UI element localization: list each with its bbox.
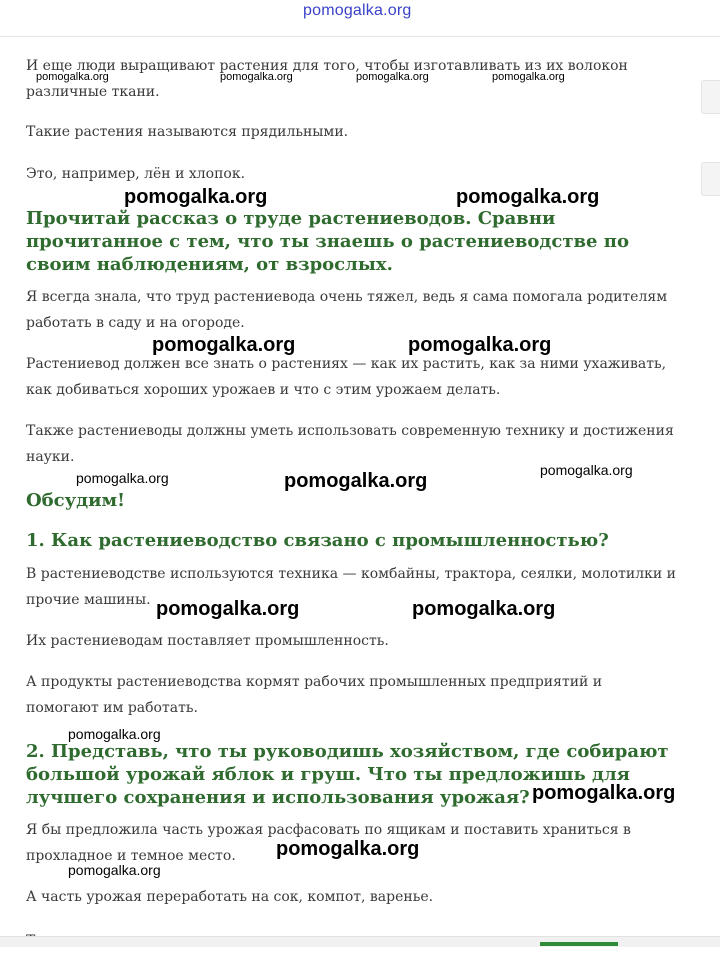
heading-question-harvest: 2. Представь, что ты руководишь хозяйством, где собирают большой урожай яблок и груш. Что ты предложишь для лучшего сохранения и использования урожая?	[26, 741, 669, 808]
heading-discuss: Обсудим!	[26, 490, 126, 511]
paragraph-flax-cotton: Это, например, лён и хлопок.	[26, 166, 246, 182]
watermark-12: pomogalka.org	[156, 598, 300, 620]
paragraph-processing: А часть урожая переработать на сок, компот, варенье.	[26, 889, 434, 905]
watermark-5: pomogalka.org	[124, 186, 268, 208]
paragraph-cut-off	[26, 928, 306, 936]
watermark-1: pomogalka.org	[36, 71, 109, 83]
watermark-16: pomogalka.org	[276, 838, 420, 860]
watermark-7: pomogalka.org	[152, 334, 296, 356]
paragraph-storage: Я бы предложила часть урожая расфасовать по ящикам и поставить храниться в прохладное и темное место.	[26, 822, 631, 864]
paragraph-spinning-plants: Такие растения называются прядильными.	[26, 124, 349, 140]
site-logo[interactable]: pomogalka.org	[303, 2, 412, 19]
paragraph-grower-knowledge: Растениевод должен все знать о растениях — как их растить, как за ними ухаживать, как добиваться хороших урожаев и что с этим урожаем делать.	[26, 356, 667, 398]
paragraph-industry-supply: Их растениеводам поставляет промышленность.	[26, 633, 389, 649]
watermark-9: pomogalka.org	[76, 470, 169, 486]
watermark-3: pomogalka.org	[356, 71, 429, 83]
heading-read-story: Прочитай рассказ о труде растениеводов. Сравни прочитанное с тем, что ты знаешь о растениеводстве по своим наблюдениям, от взрослых.	[26, 208, 629, 275]
paragraph-machinery: В растениеводстве используются техника — комбайны, трактора, сеялки, молотилки и прочие машины.	[26, 566, 677, 608]
watermark-15: pomogalka.org	[532, 782, 676, 804]
bottom-action-button[interactable]	[540, 942, 618, 946]
watermark-17: pomogalka.org	[68, 862, 161, 878]
watermark-2: pomogalka.org	[220, 71, 293, 83]
side-tab-top[interactable]	[701, 80, 720, 114]
watermark-4: pomogalka.org	[492, 71, 565, 83]
paragraph-products-feed: А продукты растениеводства кормят рабочих промышленных предприятий и помогают им работать.	[26, 674, 603, 716]
top-bar	[0, 0, 720, 37]
watermark-6: pomogalka.org	[456, 186, 600, 208]
side-tab-bottom[interactable]	[701, 162, 720, 196]
watermark-8: pomogalka.org	[408, 334, 552, 356]
watermark-11: pomogalka.org	[540, 462, 633, 478]
paragraph-technology: Также растениеводы должны уметь использовать современную технику и достижения науки.	[26, 423, 674, 465]
paragraph-fibers: И еще люди выращивают растения для того, чтобы изготавливать из их волокон различные ткани.	[26, 58, 628, 100]
watermark-10: pomogalka.org	[284, 470, 428, 492]
heading-question-industry: 1. Как растениеводство связано с промышленностью?	[26, 530, 609, 551]
paragraph-hard-work: Я всегда знала, что труд растениевода очень тяжел, ведь я сама помогала родителям работать в саду и на огороде.	[26, 289, 668, 331]
watermark-14: pomogalka.org	[68, 726, 161, 742]
watermark-13: pomogalka.org	[412, 598, 556, 620]
